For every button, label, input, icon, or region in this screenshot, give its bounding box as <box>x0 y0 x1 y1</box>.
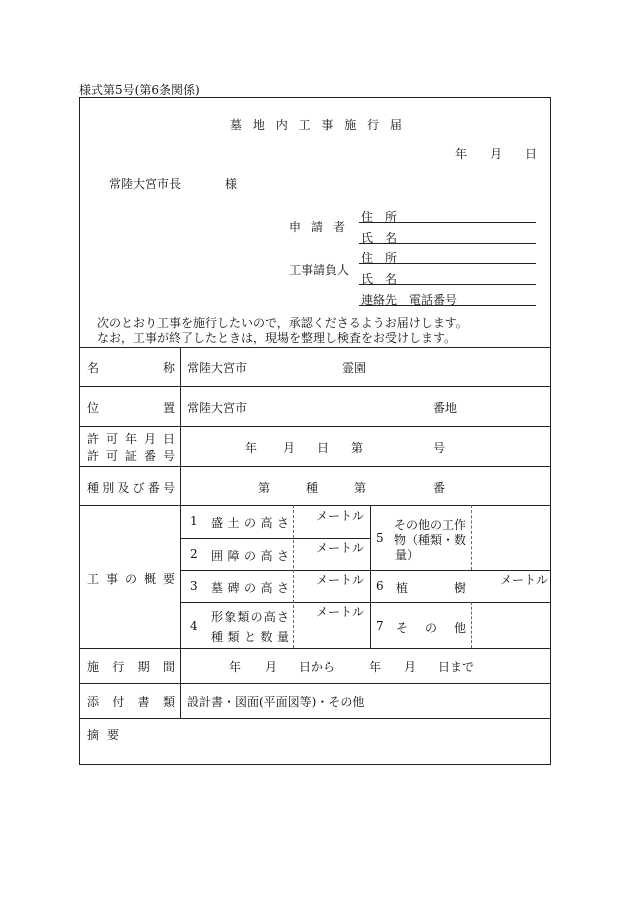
type-dai-1: 第 <box>258 481 271 495</box>
divider <box>80 718 550 719</box>
location-row-city: 常陸大宮市 <box>187 401 248 415</box>
item3-label: 墓 碑 の 高 さ <box>211 581 289 595</box>
divider <box>80 648 550 649</box>
contractor-address-line[interactable] <box>359 263 536 264</box>
period-row-label: 施 行 期 間 <box>87 660 175 674</box>
divider <box>181 602 550 603</box>
permit-date-label: 許 可 年 月 日 <box>87 432 175 446</box>
item3-unit: メートル <box>316 573 365 587</box>
type-ban: 番 <box>433 481 446 495</box>
date-year: 年 <box>455 147 468 161</box>
item1-number: 1 <box>190 514 198 528</box>
item2-label: 囲 障 の 高 さ <box>211 549 289 563</box>
summary-row-label: 摘 要 <box>87 728 119 742</box>
item4-unit: メートル <box>316 605 365 619</box>
permit-year: 年 <box>245 441 258 455</box>
divider <box>80 347 550 348</box>
divider <box>80 466 550 467</box>
item5-label-line3: 量） <box>395 548 420 562</box>
item2-unit: メートル <box>316 541 365 555</box>
attachments-value: 設計書・図面(平面図等)・その他 <box>187 695 365 709</box>
divider <box>293 505 294 648</box>
divider <box>80 683 550 684</box>
permit-go: 号 <box>433 441 446 455</box>
item6-number: 6 <box>376 579 384 593</box>
divider <box>80 426 550 427</box>
item1-unit: メートル <box>316 509 365 523</box>
divider <box>370 505 371 648</box>
applicant-address-label: 住 所 <box>361 210 398 224</box>
applicant-address-line[interactable] <box>359 222 536 223</box>
location-row-suffix: 番地 <box>433 401 458 415</box>
item6-label: 植 樹 <box>396 581 466 595</box>
form-title: 墓 地 内 工 事 施 行 届 <box>230 118 402 132</box>
period-end-day: 日まで <box>438 660 475 674</box>
item2-number: 2 <box>190 547 198 561</box>
contractor-label: 工事請負人 <box>289 263 350 277</box>
contractor-name-label: 氏 名 <box>361 272 398 286</box>
name-row-city: 常陸大宮市 <box>187 361 248 375</box>
item5-number: 5 <box>376 531 384 545</box>
applicant-name-label: 氏 名 <box>361 231 398 245</box>
date-day: 日 <box>525 147 538 161</box>
overview-label: 工 事 の 概 要 <box>87 572 175 586</box>
type-dai-2: 第 <box>354 481 367 495</box>
applicant-label: 申 請 者 <box>289 220 345 234</box>
period-start-year: 年 <box>229 660 242 674</box>
contractor-name-line[interactable] <box>359 284 536 285</box>
divider <box>80 386 550 387</box>
item6-unit: メートル <box>500 573 549 587</box>
divider <box>180 347 181 718</box>
form-table <box>79 97 551 765</box>
item7-label: そ の 他 <box>396 621 466 635</box>
note-line-1: 次のとおり工事を施行したいので，承認くださるようお届けします。 <box>97 316 468 330</box>
addressee: 常陸大宮市長 <box>109 177 182 191</box>
divider <box>181 570 550 571</box>
period-start-day: 日から <box>299 660 336 674</box>
contractor-address-label: 住 所 <box>361 251 398 265</box>
divider <box>471 505 472 570</box>
item5-label-line1: その他の工作 <box>393 518 466 532</box>
divider <box>80 505 550 506</box>
name-row-suffix: 霊園 <box>342 361 367 375</box>
period-start-month: 月 <box>265 660 278 674</box>
attachments-row-label: 添 付 書 類 <box>87 695 175 709</box>
contractor-contact-label: 連絡先 電話番号 <box>361 293 458 307</box>
item5-label-line2: 物（種類・数 <box>393 533 466 547</box>
item4-label-line1: 形 象 類 の 高 さ <box>211 610 289 624</box>
period-end-year: 年 <box>369 660 382 674</box>
item4-label-line2: 種 類 と 数 量 <box>211 630 289 644</box>
permit-number-label: 許 可 証 番 号 <box>87 449 175 463</box>
item3-number: 3 <box>190 579 198 593</box>
form-number-label: 様式第5号(第6条関係) <box>79 83 200 97</box>
type-shu: 種 <box>306 481 319 495</box>
location-row-label: 位 置 <box>87 401 175 415</box>
item7-number: 7 <box>376 619 384 633</box>
note-line-2: なお，工事が終了したときは，現場を整理し検査をお受けします。 <box>97 331 457 345</box>
divider <box>471 602 472 648</box>
period-end-month: 月 <box>404 660 417 674</box>
applicant-name-line[interactable] <box>359 243 536 244</box>
permit-dai: 第 <box>351 441 364 455</box>
honorific: 様 <box>225 177 238 191</box>
contractor-contact-line[interactable] <box>359 305 536 306</box>
type-row-label: 種 別 及 び 番 号 <box>87 481 175 495</box>
permit-day: 日 <box>317 441 330 455</box>
date-month: 月 <box>490 147 503 161</box>
permit-month: 月 <box>283 441 296 455</box>
name-row-label: 名 称 <box>87 361 175 375</box>
item4-number: 4 <box>190 619 198 633</box>
item1-label: 盛 土 の 高 さ <box>211 516 289 530</box>
